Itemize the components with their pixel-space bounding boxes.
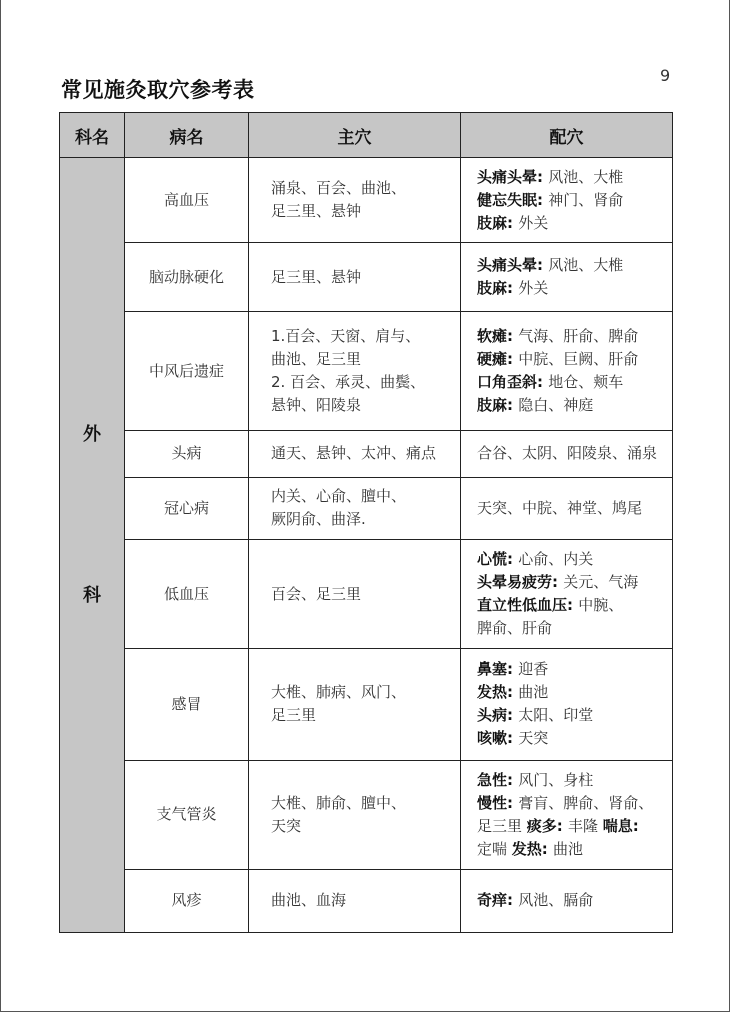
acupoint-text: 曲池 xyxy=(518,683,549,702)
symptom-label: 痰多: xyxy=(526,816,569,835)
acupoint-text: 心俞、内关 xyxy=(518,550,594,569)
symptom-label: 头病: xyxy=(477,706,519,725)
symptom-label: 肢麻: xyxy=(477,213,519,232)
main-points xyxy=(249,649,461,760)
acupoint-text: 天突、中脘、神堂、鸠尾 xyxy=(477,498,643,517)
symptom-label: 头晕易疲劳: xyxy=(477,573,564,592)
table-row xyxy=(60,430,673,477)
table-row xyxy=(60,869,673,932)
main-points-line: 大椎、肺病、风门、 xyxy=(271,683,407,702)
symptom-label: 急性: xyxy=(477,770,519,789)
symptom-label: 头痛头晕: xyxy=(477,256,549,275)
acupoint-text: 外关 xyxy=(518,279,549,298)
main-points-line: 内关、心俞、膻中、 xyxy=(271,487,407,506)
main-points-line: 足三里 xyxy=(271,706,317,725)
main-points xyxy=(249,312,461,430)
disease-name: 感冒 xyxy=(125,649,249,760)
assoc-points-line xyxy=(477,617,668,640)
table-row xyxy=(60,539,673,648)
assoc-points-line xyxy=(477,277,668,300)
header-disease: 病名 xyxy=(125,113,249,158)
assoc-points-line xyxy=(477,348,668,371)
main-points-line: 厥阴俞、曲泽. xyxy=(271,510,366,529)
acupoint-text: 合谷、太阴、阳陵泉、涌泉 xyxy=(477,444,658,463)
assoc-points xyxy=(461,760,673,869)
assoc-points-line xyxy=(477,571,668,594)
main-points xyxy=(249,243,461,312)
assoc-points-line xyxy=(477,325,668,348)
assoc-points xyxy=(461,158,673,243)
assoc-points-line xyxy=(477,394,668,417)
assoc-points-line xyxy=(477,189,668,212)
assoc-points-line xyxy=(477,442,668,465)
acupoint-text: 丰隆 xyxy=(568,816,603,835)
category-cell xyxy=(60,158,125,933)
assoc-points-line xyxy=(477,548,668,571)
header-assoc-points: 配穴 xyxy=(461,113,673,158)
symptom-label: 肢麻: xyxy=(477,396,519,415)
acupoint-text: 中脘、巨阙、肝俞 xyxy=(518,350,639,369)
assoc-points xyxy=(461,869,673,932)
assoc-points-line xyxy=(477,769,668,792)
acupoint-text: 定喘 xyxy=(477,839,512,858)
assoc-points-line xyxy=(477,815,668,838)
acupoint-text: 神门、肾俞 xyxy=(548,190,624,209)
assoc-points xyxy=(461,312,673,430)
assoc-points-line xyxy=(477,658,668,681)
main-points-line: 百会、足三里 xyxy=(271,584,362,603)
assoc-points-line xyxy=(477,166,668,189)
category-char: 科 xyxy=(83,585,101,606)
symptom-label: 鼻塞: xyxy=(477,660,519,679)
acupoint-reference-table xyxy=(59,112,673,933)
symptom-label: 直立性低血压: xyxy=(477,596,579,615)
symptom-label: 心慌: xyxy=(477,550,519,569)
main-points-line: 曲池、血海 xyxy=(271,891,347,910)
main-points-line: 足三里、悬钟 xyxy=(271,202,362,221)
acupoint-text: 关元、气海 xyxy=(563,573,639,592)
acupoint-text: 迎香 xyxy=(518,660,549,679)
assoc-points xyxy=(461,243,673,312)
assoc-points xyxy=(461,649,673,760)
table-row xyxy=(60,760,673,869)
page-number: 9 xyxy=(660,66,671,85)
assoc-points-line xyxy=(477,212,668,235)
main-points-line: 1.百会、天窗、肩与、 xyxy=(271,327,421,346)
acupoint-text: 足三里 xyxy=(477,816,527,835)
symptom-label: 咳嗽: xyxy=(477,729,519,748)
symptom-label: 肢麻: xyxy=(477,279,519,298)
category-char: 外 xyxy=(83,424,101,445)
assoc-points-line xyxy=(477,792,668,815)
assoc-points-line xyxy=(477,371,668,394)
main-points xyxy=(249,760,461,869)
symptom-label: 慢性: xyxy=(477,793,519,812)
assoc-points xyxy=(461,477,673,539)
acupoint-text: 风池、大椎 xyxy=(548,256,624,275)
acupoint-text: 曲池 xyxy=(553,839,584,858)
table-row xyxy=(60,312,673,430)
symptom-label: 头痛头晕: xyxy=(477,167,549,186)
assoc-points-line xyxy=(477,254,668,277)
assoc-points-line xyxy=(477,889,668,912)
main-points-line: 大椎、肺俞、膻中、 xyxy=(271,793,407,812)
disease-name: 风疹 xyxy=(125,869,249,932)
symptom-label: 健忘失眠: xyxy=(477,190,549,209)
main-points-line: 足三里、悬钟 xyxy=(271,267,362,286)
main-points-line: 曲池、足三里 xyxy=(271,350,362,369)
disease-name: 低血压 xyxy=(125,539,249,648)
page-title: 常见施灸取穴参考表 xyxy=(61,78,255,102)
symptom-label: 发热: xyxy=(477,683,519,702)
main-points-line: 涌泉、百会、曲池、 xyxy=(271,179,407,198)
assoc-points xyxy=(461,539,673,648)
acupoint-text: 天突 xyxy=(518,729,549,748)
symptom-label: 喘息: xyxy=(602,816,639,835)
main-points-line: 2. 百会、承灵、曲鬓、 xyxy=(271,373,426,392)
main-points xyxy=(249,477,461,539)
disease-name: 支气管炎 xyxy=(125,760,249,869)
assoc-points-line xyxy=(477,681,668,704)
table-row xyxy=(60,477,673,539)
header-category: 科名 xyxy=(60,113,125,158)
main-points xyxy=(249,158,461,243)
assoc-points-line xyxy=(477,838,668,861)
acupoint-text: 太阳、印堂 xyxy=(518,706,594,725)
main-points xyxy=(249,430,461,477)
acupoint-text: 风池、大椎 xyxy=(548,167,624,186)
disease-name: 中风后遗症 xyxy=(125,312,249,430)
main-points-line: 通天、悬钟、太冲、痛点 xyxy=(271,444,437,463)
assoc-points xyxy=(461,430,673,477)
symptom-label: 软瘫: xyxy=(477,327,519,346)
acupoint-text: 外关 xyxy=(518,213,549,232)
table-header-row xyxy=(60,113,673,158)
disease-name: 冠心病 xyxy=(125,477,249,539)
main-points-line: 天突 xyxy=(271,816,302,835)
acupoint-text: 风门、身柱 xyxy=(518,770,594,789)
symptom-label: 口角歪斜: xyxy=(477,373,549,392)
main-points xyxy=(249,539,461,648)
acupoint-text: 风池、膈俞 xyxy=(518,891,594,910)
acupoint-text: 脾俞、肝俞 xyxy=(477,619,553,638)
assoc-points-line xyxy=(477,497,668,520)
disease-name: 脑动脉硬化 xyxy=(125,243,249,312)
main-points-line: 悬钟、阳陵泉 xyxy=(271,396,362,415)
disease-name: 高血压 xyxy=(125,158,249,243)
assoc-points-line xyxy=(477,594,668,617)
symptom-label: 硬瘫: xyxy=(477,350,519,369)
table-row xyxy=(60,649,673,760)
acupoint-text: 气海、肝俞、脾俞 xyxy=(518,327,639,346)
symptom-label: 奇痒: xyxy=(477,891,519,910)
table-row xyxy=(60,243,673,312)
symptom-label: 发热: xyxy=(511,839,554,858)
assoc-points-line xyxy=(477,727,668,750)
acupoint-text: 地仓、颊车 xyxy=(548,373,624,392)
acupoint-text: 中腕、 xyxy=(578,596,624,615)
header-main-points: 主穴 xyxy=(249,113,461,158)
acupoint-text: 隐白、神庭 xyxy=(518,396,594,415)
disease-name: 头病 xyxy=(125,430,249,477)
assoc-points-line xyxy=(477,704,668,727)
acupoint-text: 膏肓、脾俞、肾俞、 xyxy=(518,793,654,812)
table-row xyxy=(60,158,673,243)
main-points xyxy=(249,869,461,932)
